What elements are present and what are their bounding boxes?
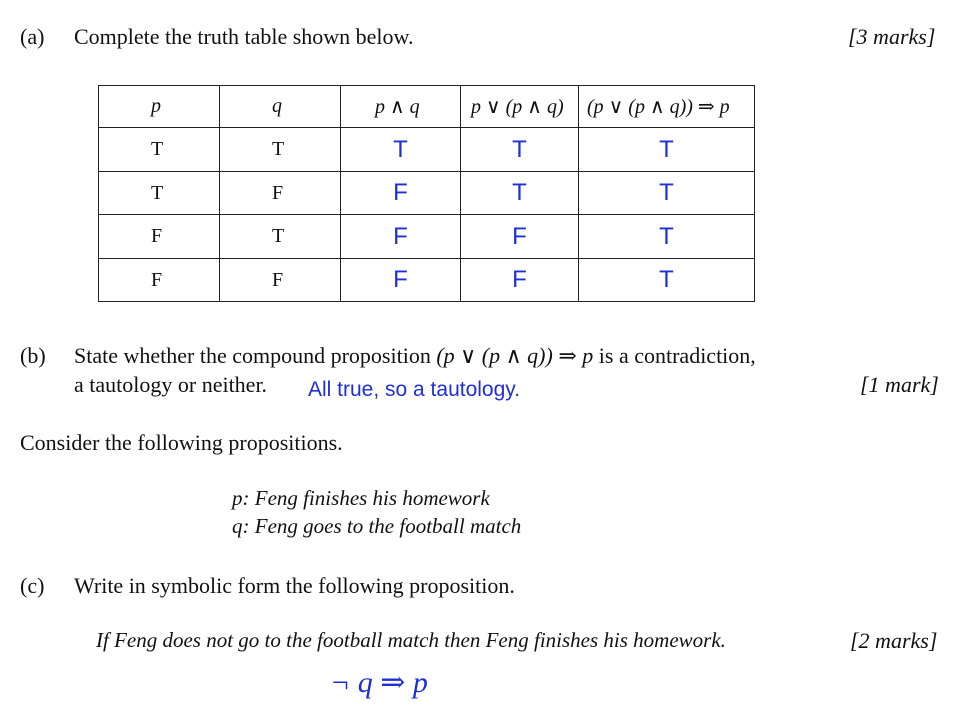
table-row: [99, 259, 755, 302]
part-a-question: Complete the truth table shown below.: [74, 24, 414, 49]
answer-cell[interactable]: F: [341, 259, 461, 302]
part-b-question-start: State whether the compound proposition: [74, 343, 431, 368]
answer-cell[interactable]: F: [341, 215, 461, 259]
table-header-row: [99, 86, 755, 128]
cell-q: F: [220, 172, 341, 215]
answer-cell[interactable]: T: [461, 172, 579, 215]
answer-cell[interactable]: T: [579, 259, 755, 302]
header-implication: (p ∨ (p ∧ q)) ⇒ p: [579, 86, 755, 128]
answer-cell[interactable]: T: [341, 128, 461, 172]
answer-cell[interactable]: F: [461, 259, 579, 302]
header-p: p: [99, 86, 220, 128]
answer-cell[interactable]: T: [579, 128, 755, 172]
header-p-or-p-and-q: p ∨ (p ∧ q): [461, 86, 579, 128]
q-definition: q: Feng goes to the football match: [232, 514, 522, 538]
part-b-label: (b): [20, 343, 46, 368]
answer-cell[interactable]: F: [341, 172, 461, 215]
table-row: [99, 128, 755, 172]
cell-q: T: [220, 215, 341, 259]
part-b-question-end: is a contradiction,: [598, 343, 756, 368]
table-row: [99, 172, 755, 215]
consider-heading: Consider the following propositions.: [20, 430, 343, 455]
truth-table: [98, 85, 755, 302]
part-a-label: (a): [20, 24, 45, 49]
part-c-proposition: If Feng does not go to the football match then Feng finishes his homework.: [96, 628, 726, 652]
part-c-label: (c): [20, 573, 45, 598]
part-b-question-line2: a tautology or neither.: [74, 372, 268, 397]
part-c-answer[interactable]: ¬ q ⇒ p: [330, 666, 428, 699]
part-c-marks: [2 marks]: [850, 628, 938, 653]
part-b-formula: (p ∨ (p ∧ q)) ⇒ p: [436, 343, 594, 368]
part-b-marks: [1 mark]: [860, 372, 939, 397]
answer-cell[interactable]: T: [579, 215, 755, 259]
header-p-and-q: p ∧ q: [341, 86, 461, 128]
table-row: [99, 215, 755, 259]
cell-p: F: [99, 259, 220, 302]
part-a-marks: [3 marks]: [848, 24, 936, 49]
answer-cell[interactable]: T: [579, 172, 755, 215]
header-q: q: [220, 86, 341, 128]
cell-p: T: [99, 128, 220, 172]
cell-p: T: [99, 172, 220, 215]
cell-p: F: [99, 215, 220, 259]
cell-q: T: [220, 128, 341, 172]
answer-cell[interactable]: F: [461, 215, 579, 259]
p-definition: p: Feng finishes his homework: [232, 486, 490, 510]
part-b-answer[interactable]: All true, so a tautology.: [308, 378, 521, 401]
part-c-question: Write in symbolic form the following proposition.: [74, 573, 515, 598]
part-b-question-line1: [74, 343, 756, 369]
cell-q: F: [220, 259, 341, 302]
answer-cell[interactable]: T: [461, 128, 579, 172]
